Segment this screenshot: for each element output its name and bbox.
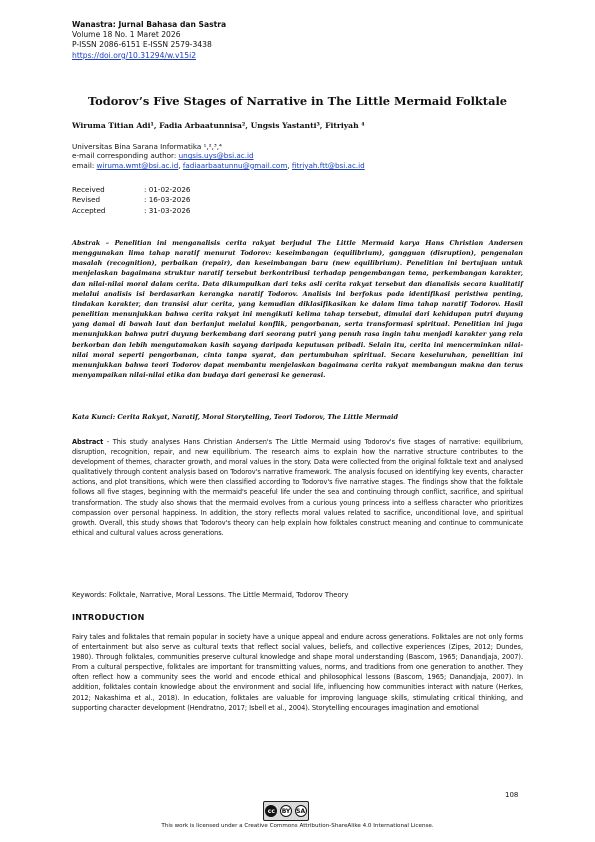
journal-title: Wanastra: Jurnal Bahasa dan Sastra <box>72 20 227 29</box>
share-alike-icon: SA <box>295 805 307 817</box>
institution: Universitas Bina Sarana Informatika ¹,²,³,⁴ <box>72 142 222 151</box>
author-list: Wiruma Titian Adi¹, Fadia Arbaatunnisa², Ungsis Yastanti³, Fitriyah ⁴ <box>72 121 365 130</box>
section-heading-introduction: INTRODUCTION <box>72 613 145 622</box>
license-notice: This work is licensed under a Creative Commons Attribution-ShareAlike 4.0 International License. <box>161 823 434 829</box>
article-dates <box>72 185 190 216</box>
date-label: Received <box>72 185 105 194</box>
email-link-1[interactable]: wiruma.wmt@bsi.ac.id <box>96 160 179 170</box>
abstract-text: - This study analyses Hans Christian Andersen's The Little Mermaid using Todorov's five stages of narrative: equilibrium, disruption, recognition, repair, and new equilibrium. The research aims to explain how the narrative structure contributes to the development of themes, character growth, and moral values in the story. Data were collected from the original folktale text and analysed qualitatively through content analysis based on Todorov's narrative framework. The analysis focused on identifying key events, character actions, and plot transitions, which were then classified according to Todorov's five narrative stages. The findings show that the folktale follows all five stages, beginning with the mermaid's peaceful life under the sea and continuing through conflict, sacrifice, and spiritual transformation. The study also shows that the mermaid evolves from a curious young princess into a selfless character who prioritizes compassion over personal happiness. In addition, the story reflects moral values related to sacrifice, unconditional love, and spiritual growth. Overall, this study shows that Todorov's theory can help explain how folktales construct meaning and continue to communicate ethical and cultural values across generations. <box>72 438 523 537</box>
date-revised <box>72 195 190 205</box>
article-title: Todorov’s Five Stages of Narrative in The Little Mermaid Folktale <box>87 94 508 108</box>
doi-link[interactable]: https://doi.org/10.31294/w.v15i2 <box>72 50 197 60</box>
date-label: Revised <box>72 195 101 205</box>
date-value: : 01-02-2026 <box>144 185 191 194</box>
kata-kunci: Kata Kunci: Cerita Rakyat, Naratif, Moral Storytelling, Teori Todorov, The Little Mermaid <box>72 413 399 421</box>
corresponding-label: e-mail corresponding author: <box>72 151 179 161</box>
email-label: email: <box>72 160 97 170</box>
abstract-label: Abstract <box>72 438 104 446</box>
date-value: : 16-03-2026 <box>144 195 191 205</box>
corresponding-email-link[interactable]: ungsis.uys@bsi.ac.id <box>178 151 254 161</box>
keywords: Keywords: Folktale, Narrative, Moral Lessons. The Little Mermaid, Todorov Theory <box>72 591 349 599</box>
abstrak-indonesian: Abstrak – Penelitian ini menganalisis cerita rakyat berjudul The Little Mermaid karya Hans Christian Andersen menggunakan lima tahap naratif menurut Todorov: keseimbangan (equilibrium), gangguan (disruption), pengenalan masalah (recognition), perbaikan (repair), dan keseimbangan baru (new equilibrium). Penelitian ini bertujuan untuk menjelaskan bagaimana struktur naratif tersebut berkontribusi terhadap pengembangan tema, perkembangan karakter, dan nilai-nilai moral dalam cerita. Data dikumpulkan dari teks asli cerita rakyat tersebut dan dianalisis secara kualitatif melalui analisis isi berdasarkan kerangka naratif Todorov. Analisis ini berfokus pada identifikasi peristiwa penting, tindakan karakter, dan transisi alur cerita, yang kemudian diklasifikasikan ke dalam lima tahap naratif Todorov. Hasil penelitian menunjukkan bahwa cerita rakyat ini mengikuti kelima tahap tersebut, dimulai dari kehidupan putri duyung yang damai di bawah laut dan berlanjut melalui konflik, pengorbanan, serta transformasi spiritual. Penelitian ini juga menunjukkan bahwa putri duyung berkembang dari seorang putri yang penuh rasa ingin tahu menjadi karakter yang rela berkorban dan lebih mengutamakan kasih sayang daripada keputusan pribadi. Selain itu, cerita ini mencerminkan nilai-nilai moral seperti pengorbanan, cinta tanpa syarat, dan pertumbuhan spiritual. Secara keseluruhan, penelitian ini menunjukkan bahwa teori Todorov dapat membantu menjelaskan bagaimana cerita rakyat membangun makna dan terus menyampaikan nilai-nilai etika dan budaya dari generasi ke generasi. <box>72 239 523 380</box>
affiliation-block: Universitas Bina Sarana Informatika ¹,²,³,⁴ e-mail corresponding author: ungsis.uys@bsi.ac.id email: wiruma.wmt@bsi.ac.id, fadiaarbaatunnu@gmail.com, fitriyah.ftt@bsi.ac.id <box>72 142 365 170</box>
journal-volume: Volume 18 No. 1 Maret 2026 <box>72 30 181 40</box>
email-link-2[interactable]: fadiaarbaatunnu@gmail.com <box>182 160 288 170</box>
page-number: 108 <box>505 791 519 799</box>
introduction-paragraph: Fairy tales and folktales that remain popular in society have a unique appeal and endure across generations. Folktales are not only forms of entertainment but also serve as cultural texts that reflect social values, beliefs, and collective experiences (Zipes, 2012; Dundes, 1980). Through folktales, communities preserve cultural knowledge and shape moral understanding (Bascom, 1965; Danandjaja, 2007). From a cultural perspective, folktales are important for transmitting values, norms, and traditions from one generation to another. They often reflect how a community sees the world and encode ethical and philosophical lessons (Bascom, 1965; Danandjaja, 2007). In addition, folktales contain knowledge about the environment and social life, influencing how communities interact with nature (Herkes, 2012; Nakashima et al., 2018). In education, folktales are valuable for improving language skills, stimulating critical thinking, and supporting character development (Hendratno, 2017; Isbell et al., 2004). Storytelling encourages imagination and emotional <box>72 633 523 712</box>
attribution-icon: BY <box>280 805 292 817</box>
date-received <box>72 185 190 195</box>
date-value: : 31-03-2026 <box>144 205 191 215</box>
creative-commons-badge[interactable] <box>263 801 309 821</box>
journal-header <box>72 20 226 61</box>
email-link-3[interactable]: fitriyah.ftt@bsi.ac.id <box>291 160 365 170</box>
cc-icon: cc <box>265 805 277 817</box>
journal-issn: P-ISSN 2086-6151 E-ISSN 2579-3438 <box>72 40 212 50</box>
date-accepted <box>72 206 190 216</box>
abstract-english <box>72 437 523 538</box>
date-label: Accepted <box>72 205 106 215</box>
